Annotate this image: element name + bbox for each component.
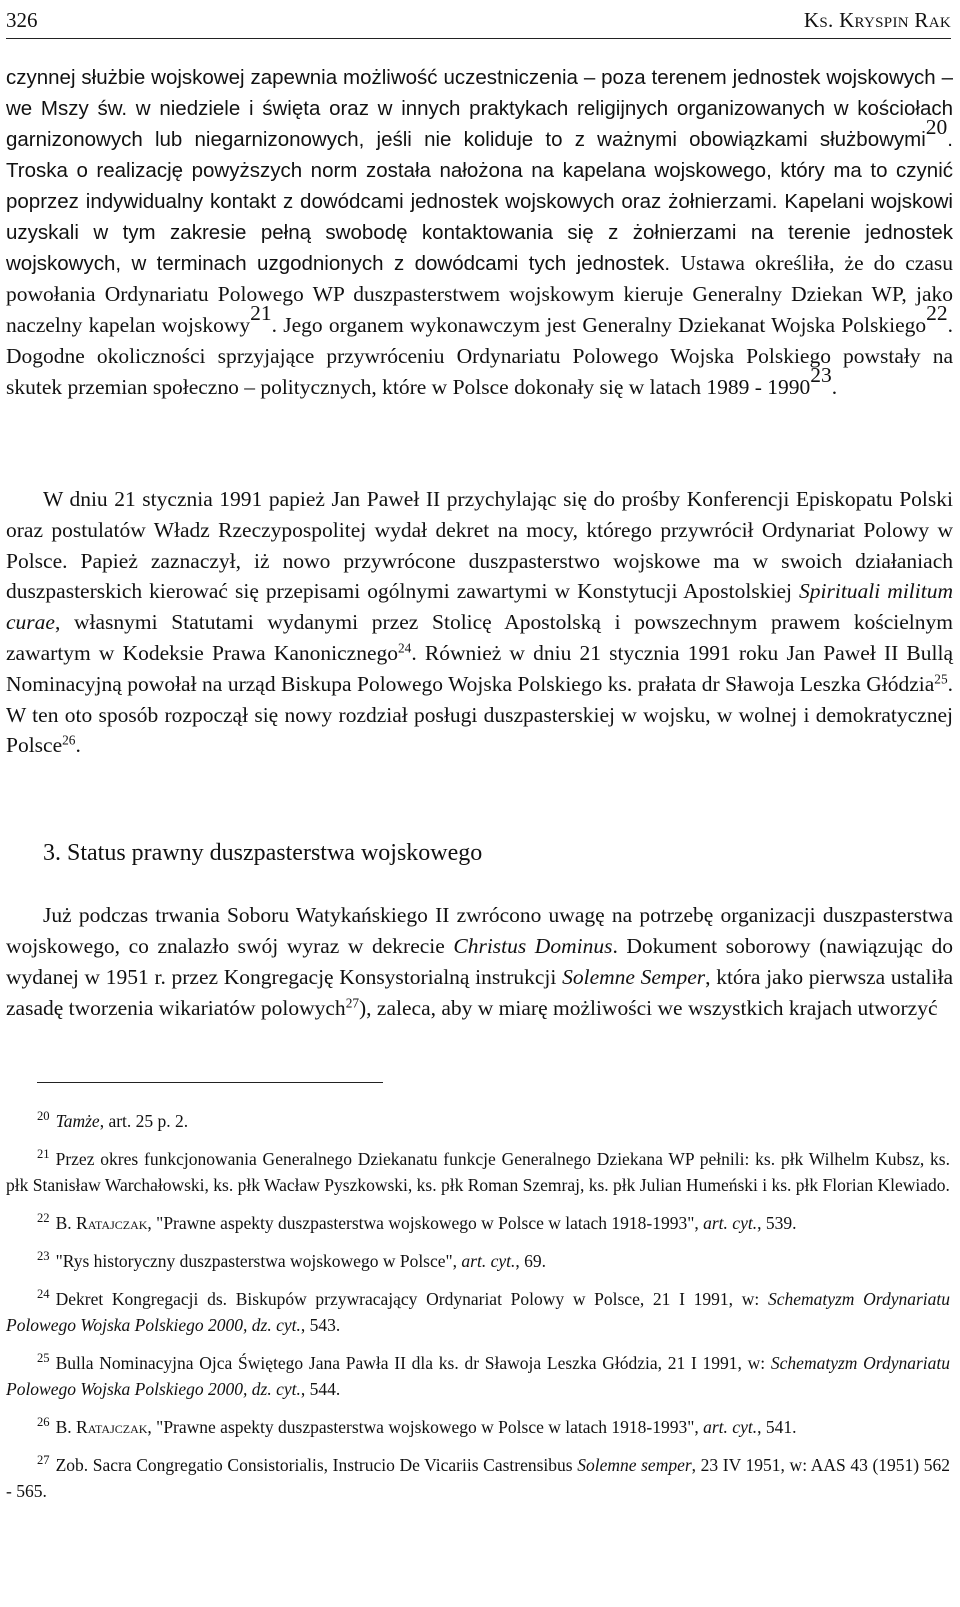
text-span: , która jako pierwsza ustaliła zasadę tworzenia wikariatów polowych	[6, 965, 954, 1020]
paragraph-2	[6, 484, 953, 761]
footnote-22	[6, 1210, 950, 1236]
footnote-ref-26[interactable]: 26	[62, 733, 76, 749]
footnote-21	[6, 1146, 950, 1198]
page-number: 326	[6, 8, 38, 32]
footnote-end: , 23 IV 1951, w: AAS 43 (1951) 562 - 565.	[6, 1455, 950, 1501]
footnote-27	[6, 1452, 950, 1504]
footnote-text: "Rys historyczny duszpasterstwa wojskowego w Polsce",	[55, 1251, 462, 1271]
footnote-ref-23[interactable]: 23	[810, 363, 832, 388]
text-span: . Dokument soborowy (nawiązując do wydanej w 1951 r. przez Kongregację Konsystorialną instrukcji	[6, 934, 953, 989]
footnote-number: 20	[37, 1109, 50, 1124]
footnote-end: , 539.	[757, 1213, 797, 1233]
author-initial: B.	[55, 1417, 77, 1437]
footnote-ref-27[interactable]: 27	[345, 995, 360, 1011]
paragraph-3	[6, 900, 953, 1024]
text-span: .	[75, 733, 81, 758]
footnote-number: 21	[37, 1147, 50, 1162]
footnotes	[6, 1108, 950, 1516]
page-header	[6, 6, 951, 39]
text-span: .	[831, 375, 838, 399]
footnote-ref-24[interactable]: 24	[398, 640, 412, 656]
footnote-end: , 544.	[300, 1379, 341, 1399]
footnote-26	[6, 1414, 950, 1440]
footnote-text: , "Prawne aspekty duszpasterstwa wojskowego w Polsce w latach 1918-1993",	[147, 1213, 704, 1233]
footnote-end: , 69.	[515, 1251, 546, 1271]
citation: art. cyt.	[461, 1251, 516, 1271]
footnote-text: , art. 25 p. 2.	[99, 1111, 189, 1131]
paragraph-1	[6, 62, 953, 403]
citation: art. cyt.	[703, 1213, 758, 1233]
document-title: Solemne Semper	[562, 965, 706, 989]
footnote-separator	[37, 1082, 383, 1083]
section-heading: 3. Status prawny duszpasterstwa wojskowego	[43, 840, 483, 866]
citation: Schematyzm Ordynariatu Polowego Wojska Polskiego 2000, dz. cyt.	[6, 1289, 950, 1335]
text-span: W dniu 21 stycznia 1991 papież Jan Paweł II przychylając się do prośby Konferencji Episkopatu Polski oraz postulatów Władz Rzeczypospolitej wydał dekret na mocy, którego przywrócił Ordynariat Polowy w Polsce. Papież zaznaczył, iż nowo przywrócone duszpasterstwo wojskowe ma w swoich działaniach duszpasterskich kierować się przepisami ogólnymi zawartymi w Konstytucji Apostolskiej	[6, 487, 953, 604]
citation: Solemne semper	[577, 1455, 692, 1475]
footnote-23	[6, 1248, 950, 1274]
footnote-ref-21[interactable]: 21	[250, 301, 272, 326]
author-initial: B.	[55, 1213, 77, 1233]
footnote-ref-20[interactable]: 20	[925, 115, 948, 140]
footnote-number: 24	[37, 1287, 50, 1302]
footnote-number: 26	[37, 1415, 50, 1430]
text-span: . Dogodne okoliczności sprzyjające przywróceniu Ordynariatu Polowego Wojska Polskiego powstały na skutek przemian społeczno – politycznych, które w Polsce dokonały się w latach 1989 - 1990	[6, 313, 954, 399]
text-span: , własnymi Statutami wydanymi przez Stolicę Apostolską i powszechnym prawem kościelnym zawartym w Kodeksie Prawa Kanonicznego	[6, 610, 953, 665]
footnote-ref-22[interactable]: 22	[926, 301, 948, 326]
footnote-italic: Tamże	[55, 1111, 100, 1131]
footnote-number: 27	[37, 1453, 50, 1468]
footnote-number: 25	[37, 1351, 50, 1366]
text-span: . Również w dniu 21 stycznia 1991 roku Jan Paweł II Bullą Nominacyjną powołał na urząd Biskupa Polowego Wojska Polskiego ks. prałata dr Sławoja Leszka Głódzia	[6, 640, 953, 696]
footnote-20	[6, 1108, 950, 1134]
footnote-ref-25[interactable]: 25	[934, 671, 948, 687]
text-span: czynnej służbie wojskowej zapewnia możliwość uczestniczenia – poza terenem jednostek wojskowych – we Mszy św. w niedziele i święta oraz w innych praktykach religijnych organizowanych w kościołach garnizonowych lub niegarnizonowych, jeśli nie koliduje to z ważnymi obowiązkami służbowymi	[6, 66, 953, 151]
footnote-number: 22	[37, 1211, 50, 1226]
text-span: ), zaleca, aby w miarę możliwości we wszystkich krajach utworzyć	[359, 996, 938, 1020]
citation: Schematyzm Ordynariatu Polowego Wojska Polskiego 2000, dz. cyt.	[6, 1353, 951, 1399]
author-name: Ratajczak	[76, 1213, 148, 1233]
footnote-24	[6, 1286, 950, 1338]
text-span: . W ten oto sposób rozpoczął się nowy rozdział posługi duszpasterskiej w wojsku, w wolnej i demokratycznej Polsce	[6, 671, 953, 758]
author-name: Ratajczak	[76, 1417, 148, 1437]
citation: art. cyt.	[703, 1417, 758, 1437]
footnote-end: , 541.	[757, 1417, 797, 1437]
footnote-number: 23	[37, 1249, 50, 1264]
footnote-text: Przez okres funkcjonowania Generalnego Dziekanatu funkcje Generalnego Dziekana WP pełnili: ks. płk Wilhelm Kubsz, ks. płk Stanisław Warchałowski, ks. płk Wacław Pyszkowski, ks. płk Roman Szemraj, ks. płk Julian Humeński i ks. płk Florian Klewiado.	[6, 1149, 950, 1195]
footnote-text: Dekret Kongregacji ds. Biskupów przywracający Ordynariat Polowy w Polsce, 21 I 1991, w:	[55, 1289, 768, 1309]
footnote-text: Bulla Nominacyjna Ojca Świętego Jana Pawła II dla ks. dr Sławoja Leszka Głódzia, 21 I 1991, w:	[55, 1353, 771, 1373]
document-title: Christus Dominus	[453, 934, 613, 958]
footnote-end: , 543.	[300, 1315, 341, 1335]
text-span: Ustawa określiła, że do czasu powołania Ordynariatu Polowego WP duszpasterstwem wojskowym kieruje Generalny Dziekan WP, jako naczelny kapelan wojskowy	[6, 251, 953, 337]
text-span: . Troska o realizację powyższych norm została nałożona na kapelana wojskowego, który ma to czynić poprzez indywidualny kontakt z dowódcami jednostek wojskowych oraz żołnierzami. Kapelani wojskowi uzyskali w tym zakresie pełną swobodę kontaktowania się z żołnierzami na terenie jednostek wojskowych, w terminach uzgodnionych z dowódcami tych jednostek.	[6, 128, 953, 275]
footnote-text: Zob. Sacra Congregatio Consistorialis, Instrucio De Vicariis Castrensibus	[55, 1455, 578, 1475]
running-head: Ks. Kryspin Rak	[803, 8, 951, 32]
document-title: Spirituali militum curae	[6, 579, 953, 635]
footnote-25	[6, 1350, 950, 1402]
text-span: . Jego organem wykonawczym jest Generalny Dziekanat Wojska Polskiego	[271, 313, 927, 337]
text-span: Już podczas trwania Soboru Watykańskiego II zwrócono uwagę na potrzebę organizacji duszpasterstwa wojskowego, co znalazło swój wyraz w dekrecie	[6, 903, 953, 958]
footnote-text: , "Prawne aspekty duszpasterstwa wojskowego w Polsce w latach 1918-1993",	[147, 1417, 704, 1437]
